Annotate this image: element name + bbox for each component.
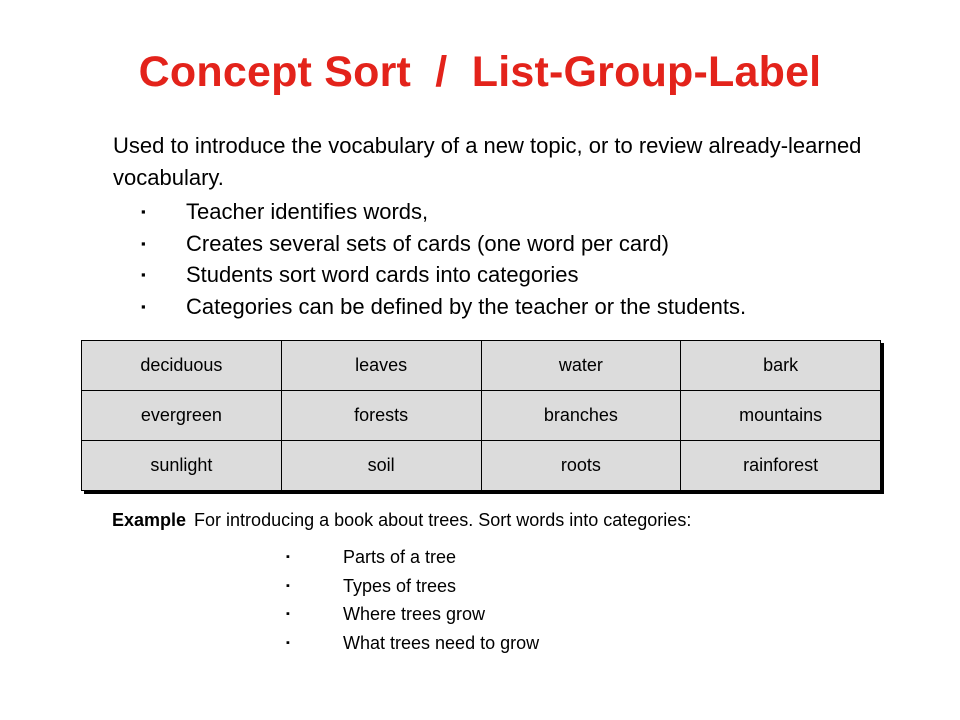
category-text: Where trees grow — [343, 604, 486, 624]
word-cell: forests — [281, 391, 481, 441]
example-line — [112, 510, 691, 531]
word-cell: bark — [681, 341, 881, 391]
word-card-table — [81, 340, 881, 491]
table-row — [82, 341, 881, 391]
list-item — [113, 291, 913, 323]
square-bullet-icon: ▪ — [286, 579, 290, 592]
word-cell: evergreen — [82, 391, 282, 441]
list-item — [113, 259, 913, 291]
word-cell: leaves — [281, 341, 481, 391]
bullet-text: Students sort word cards into categories — [186, 262, 579, 287]
square-bullet-icon: ▪ — [286, 608, 290, 620]
word-cell: sunlight — [82, 441, 282, 491]
word-cell: branches — [481, 391, 681, 441]
example-label: Example — [112, 510, 187, 530]
example-text: For introducing a book about trees. Sort words into categories: — [194, 510, 692, 530]
square-bullet-icon: ▪ — [286, 636, 290, 649]
square-bullet-icon: ▪ — [141, 267, 146, 282]
word-cell: roots — [481, 441, 681, 491]
list-item — [113, 196, 913, 228]
category-text: Parts of a tree — [343, 547, 457, 567]
category-text: What trees need to grow — [343, 632, 540, 653]
list-item — [280, 629, 539, 658]
word-cell: rainforest — [681, 441, 881, 491]
table-row — [82, 441, 881, 491]
word-cell: soil — [281, 441, 481, 491]
category-text: Types of trees — [343, 575, 457, 596]
slide-title: Concept Sort / List-Group-Label — [138, 48, 822, 96]
intro-text: Used to introduce the vocabulary of a new topic, or to review already-learned vocabulary. — [113, 133, 862, 190]
list-item — [280, 600, 539, 629]
word-cell: water — [481, 341, 681, 391]
word-cell: deciduous — [82, 341, 282, 391]
category-list — [280, 543, 539, 657]
list-item — [280, 572, 539, 601]
square-bullet-icon: ▪ — [141, 204, 146, 219]
bullet-text: Creates several sets of cards (one word per card) — [186, 230, 669, 256]
square-bullet-icon: ▪ — [141, 298, 146, 314]
word-cell: mountains — [681, 391, 881, 441]
list-item — [113, 228, 913, 260]
square-bullet-icon: ▪ — [286, 551, 290, 563]
bullet-list — [113, 196, 913, 322]
bullet-text: Teacher identifies words, — [186, 199, 429, 224]
bullet-text: Categories can be defined by the teacher or the students. — [186, 293, 747, 319]
list-item — [280, 543, 539, 572]
square-bullet-icon: ▪ — [141, 235, 146, 251]
table-row — [82, 391, 881, 441]
